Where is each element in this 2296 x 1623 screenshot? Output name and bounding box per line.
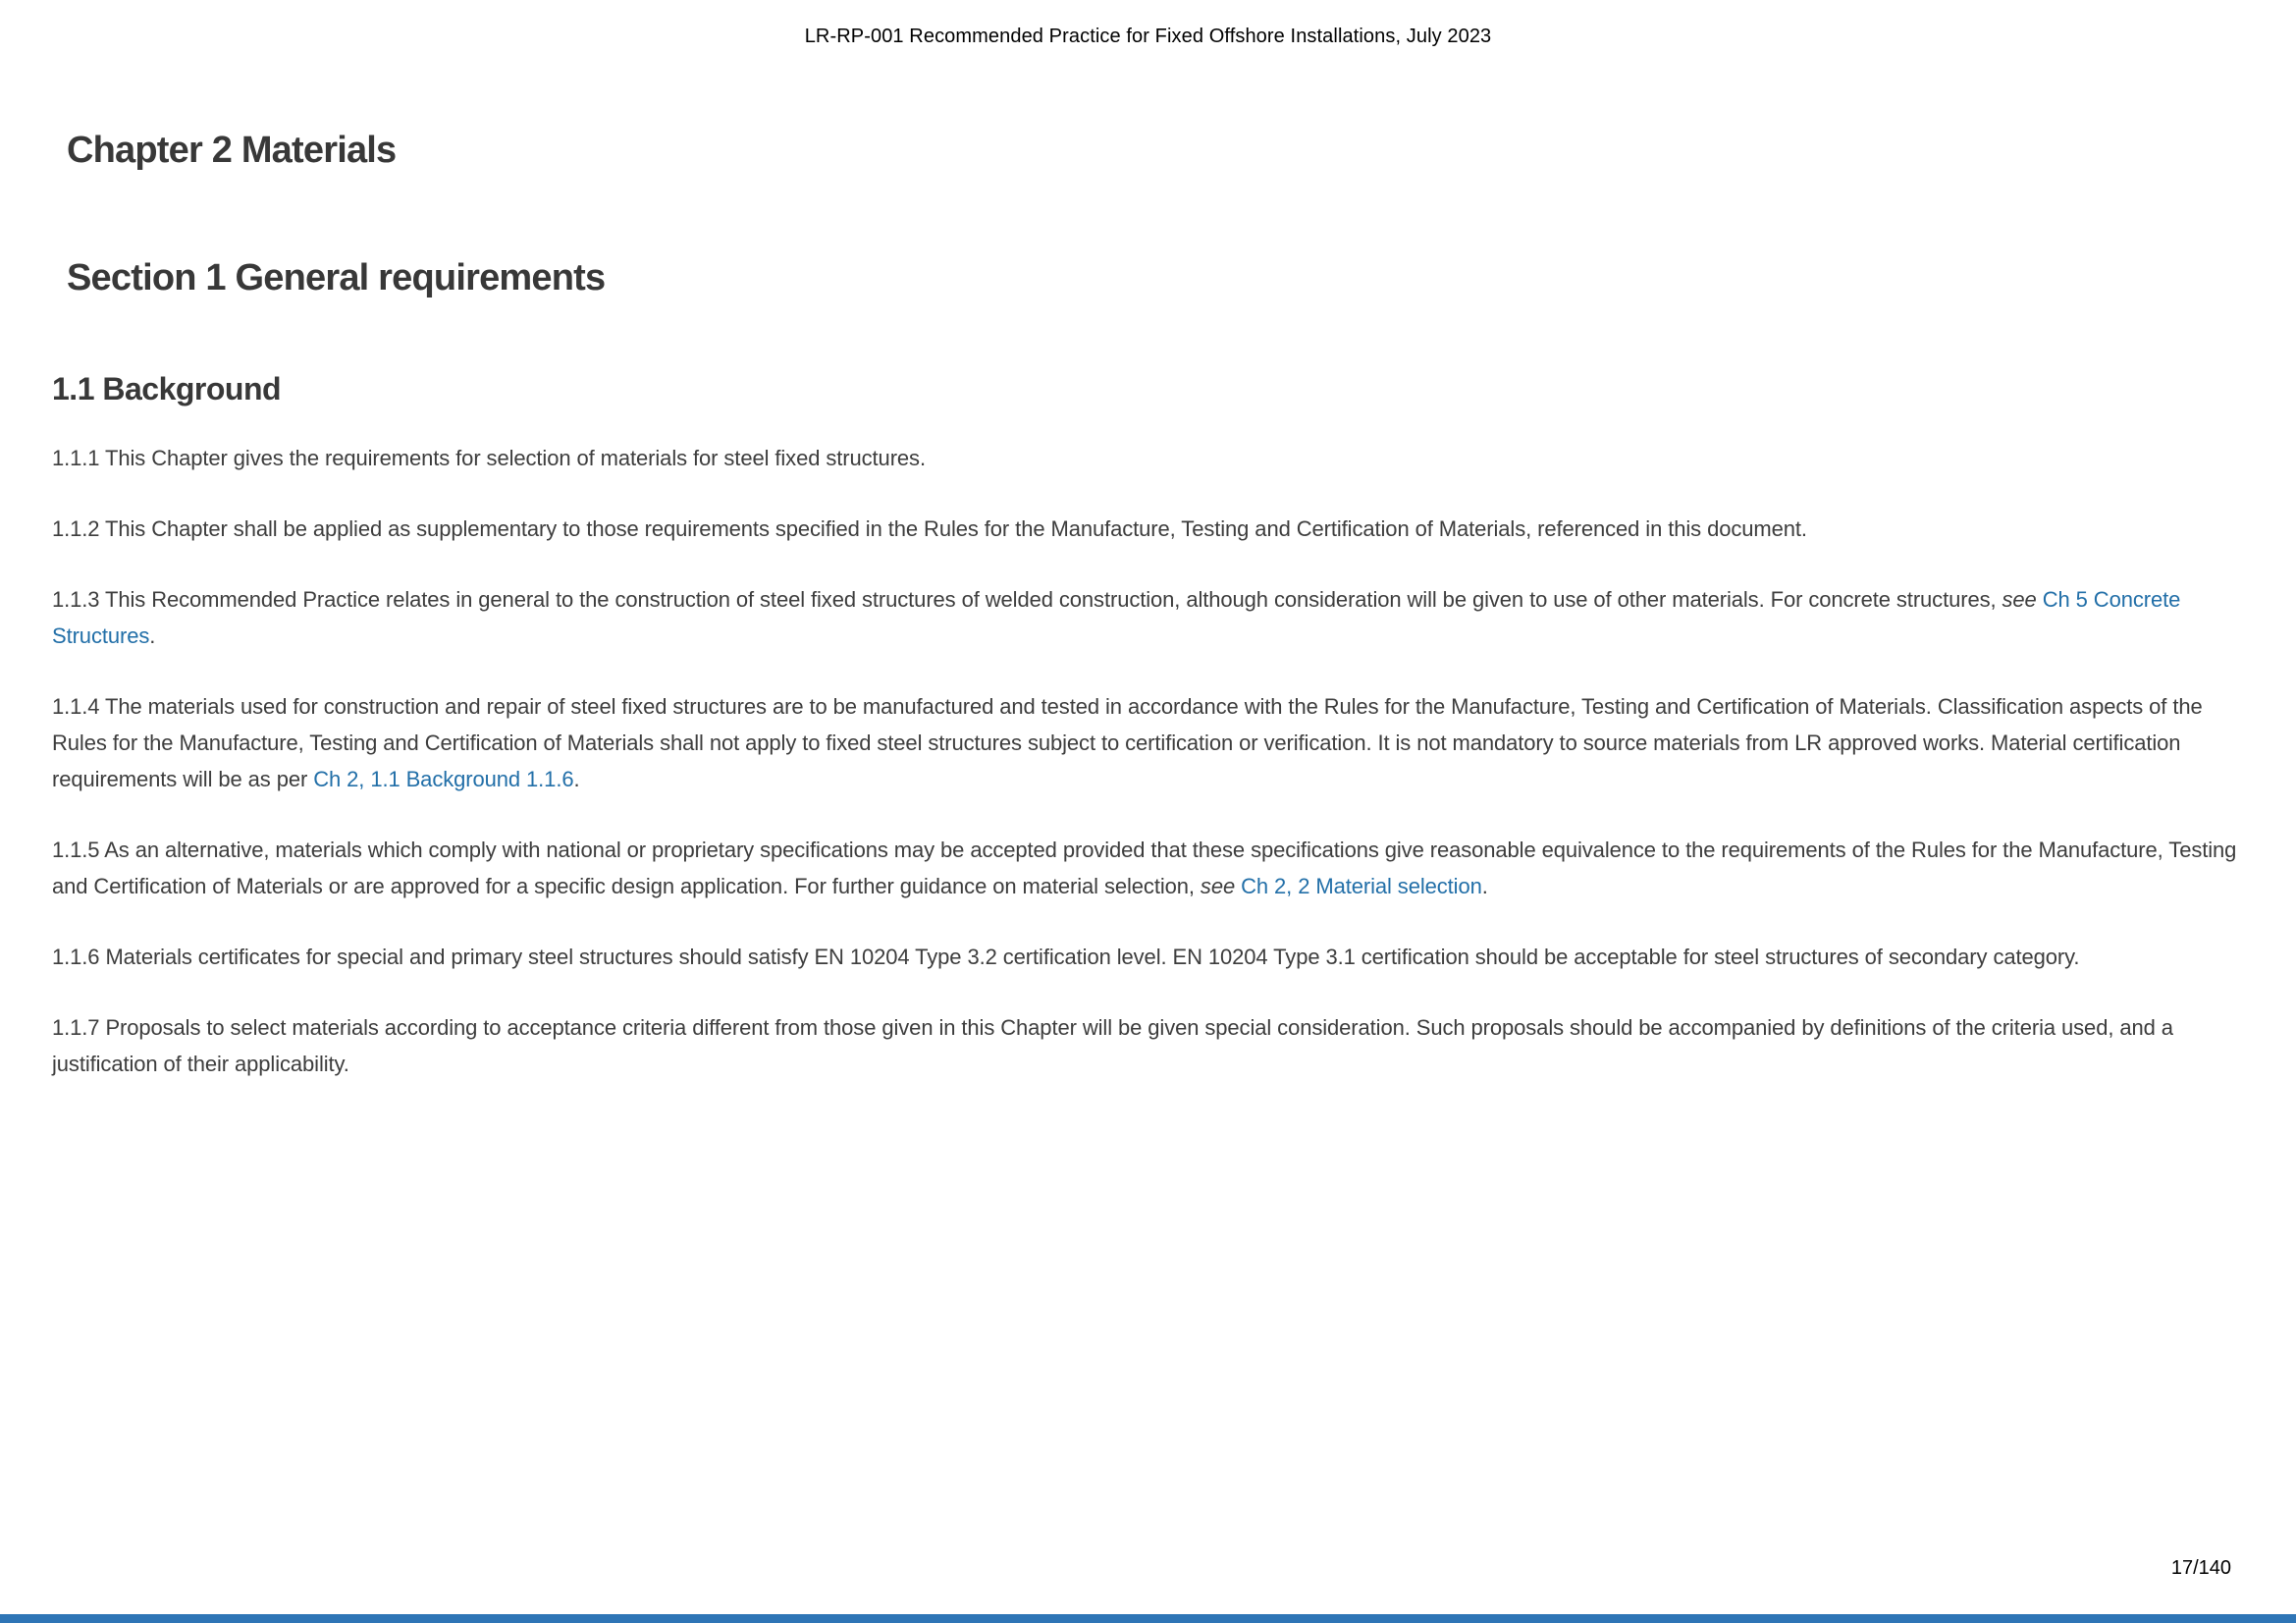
subsection-title: 1.1 Background <box>52 371 282 406</box>
paragraph-text: 1.1.4 The materials used for construction and repair of steel fixed structures are to be manufactured and tested in accordance with the Rules for the Manufacture, Testing and Certification of Materials. Classification aspects of the Rules for the Manufacture, Testing and Certification of Materials shall not apply to fixed steel structures subject to certification or verification. It is not mandatory to source materials from LR approved works. Material certification requirements will be as per <box>52 694 2203 791</box>
body-text-block <box>52 440 2251 1116</box>
paragraph-1-1-5 <box>52 832 2251 904</box>
paragraph-text: 1.1.6 Materials certificates for special and primary steel structures should satisfy EN 10204 Type 3.2 certification level. EN 10204 Type 3.1 certification should be acceptable for steel structures of secondary category. <box>52 945 2080 969</box>
paragraph-text: . <box>149 623 156 648</box>
page-number: 17/140 <box>2170 1557 2231 1579</box>
paragraph-text: 1.1.5 As an alternative, materials which comply with national or proprietary specifications may be accepted provided that these specifications give reasonable equivalence to the requirements of the Rules for the Manufacture, Testing and Certification of Materials or are approved for a specific design application. For further guidance on material selection, <box>52 838 2237 898</box>
paragraph-text: 1.1.2 This Chapter shall be applied as supplementary to those requirements specified in the Rules for the Manufacture, Testing and Certification of Materials, referenced in this document. <box>52 516 1807 541</box>
cross-reference-link[interactable]: Ch 2, 1.1 Background 1.1.6 <box>313 767 574 791</box>
running-header: LR-RP-001 Recommended Practice for Fixed Offshore Installations, July 2023 <box>804 26 1492 47</box>
italic-text: see <box>2002 587 2037 612</box>
paragraph-text: 1.1.7 Proposals to select materials according to acceptance criteria different from those given in this Chapter will be given special consideration. Such proposals should be accompanied by definitions of the criteria used, and a justification of their applicability. <box>52 1015 2173 1076</box>
paragraph-1-1-7 <box>52 1009 2251 1082</box>
section-title: Section 1 General requirements <box>67 257 606 298</box>
italic-text: see <box>1200 874 1236 898</box>
cross-reference-link[interactable]: Ch 5 Concrete Structures <box>52 587 2181 648</box>
paragraph-text: . <box>1481 874 1488 898</box>
paragraph-1-1-4 <box>52 688 2251 797</box>
paragraph-1-1-1 <box>52 440 2251 476</box>
footer-accent-bar <box>0 1614 2296 1623</box>
paragraph-1-1-3 <box>52 581 2251 654</box>
paragraph-1-1-2 <box>52 511 2251 547</box>
paragraph-text: 1.1.3 This Recommended Practice relates in general to the construction of steel fixed structures of welded construction, although consideration will be given to use of other materials. For concrete structures, <box>52 587 2002 612</box>
paragraph-text: 1.1.1 This Chapter gives the requirements for selection of materials for steel fixed structures. <box>52 446 926 470</box>
paragraph-text: . <box>573 767 580 791</box>
chapter-title: Chapter 2 Materials <box>67 130 397 171</box>
cross-reference-link[interactable]: Ch 2, 2 Material selection <box>1241 874 1482 898</box>
paragraph-1-1-6 <box>52 939 2251 975</box>
